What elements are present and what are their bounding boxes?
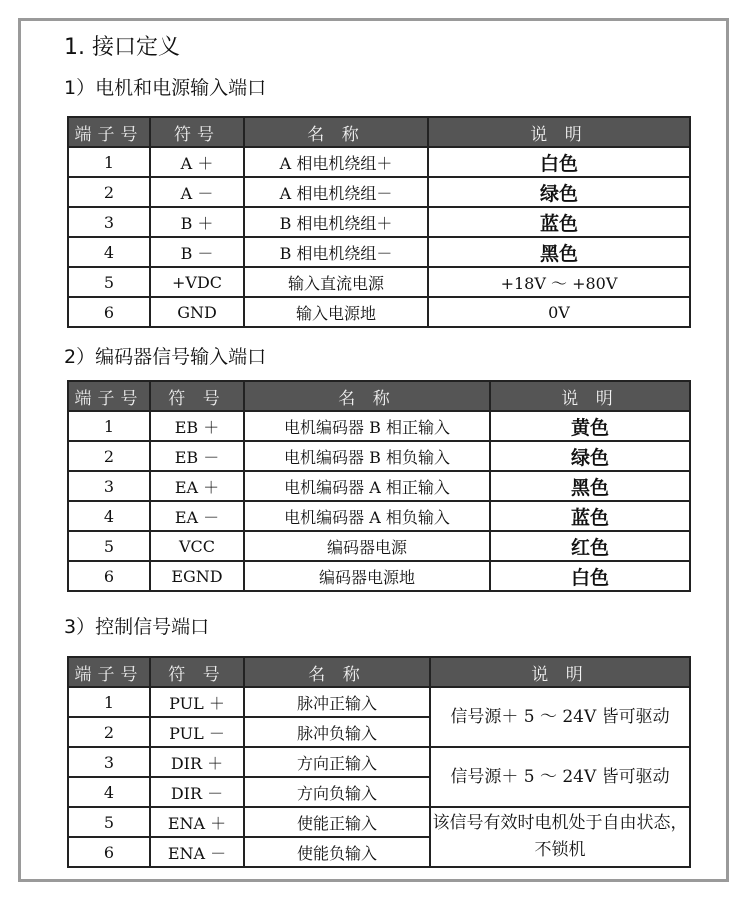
control-port-table — [67, 656, 691, 868]
table-row — [68, 561, 690, 591]
table-header-row — [68, 117, 690, 147]
description-cell: 信号源＋ 5 ～ 24V 皆可驱动 — [430, 687, 690, 747]
col-header-description: 说 明 — [430, 657, 690, 687]
symbol-cell: B － — [150, 237, 244, 267]
col-header-terminal: 端子号 — [68, 657, 150, 687]
name-cell: 编码器电源 — [244, 531, 490, 561]
table-row — [68, 687, 690, 717]
description-cell: 蓝色 — [490, 501, 690, 531]
description-cell: 黑色 — [428, 237, 690, 267]
description-cell: 白色 — [428, 147, 690, 177]
page-title: 1. 接口定义 — [64, 35, 180, 60]
terminal-cell: 1 — [68, 687, 150, 717]
power-port-table — [67, 116, 691, 328]
name-cell: A 相电机绕组－ — [244, 177, 428, 207]
terminal-cell: 2 — [68, 717, 150, 747]
table-row — [68, 807, 690, 837]
symbol-cell: EB ＋ — [150, 411, 244, 441]
section3-heading: 3）控制信号端口 — [64, 616, 210, 638]
terminal-cell: 6 — [68, 837, 150, 867]
table-row — [68, 237, 690, 267]
symbol-cell: DIR － — [150, 777, 244, 807]
col-header-terminal: 端子号 — [68, 117, 150, 147]
name-cell: 使能负输入 — [244, 837, 430, 867]
symbol-cell: EA － — [150, 501, 244, 531]
symbol-cell: VCC — [150, 531, 244, 561]
terminal-cell: 2 — [68, 177, 150, 207]
table-row — [68, 471, 690, 501]
terminal-cell: 3 — [68, 471, 150, 501]
section1-heading: 1）电机和电源输入端口 — [64, 77, 267, 99]
col-header-symbol: 符 号 — [150, 657, 244, 687]
symbol-cell: A － — [150, 177, 244, 207]
col-header-name: 名 称 — [244, 657, 430, 687]
symbol-cell: PUL ＋ — [150, 687, 244, 717]
terminal-cell: 4 — [68, 237, 150, 267]
terminal-cell: 5 — [68, 807, 150, 837]
terminal-cell: 4 — [68, 777, 150, 807]
terminal-cell: 2 — [68, 441, 150, 471]
encoder-port-table — [67, 380, 691, 592]
name-cell: 输入直流电源 — [244, 267, 428, 297]
symbol-cell: ENA ＋ — [150, 807, 244, 837]
terminal-cell: 1 — [68, 411, 150, 441]
table-row — [68, 411, 690, 441]
col-header-name: 名 称 — [244, 381, 490, 411]
symbol-cell: EB － — [150, 441, 244, 471]
description-cell: +18V ～ +80V — [428, 267, 690, 297]
symbol-cell: DIR ＋ — [150, 747, 244, 777]
table-row — [68, 207, 690, 237]
symbol-cell: +VDC — [150, 267, 244, 297]
terminal-cell: 4 — [68, 501, 150, 531]
table-header-row — [68, 381, 690, 411]
symbol-cell: B ＋ — [150, 207, 244, 237]
description-cell: 白色 — [490, 561, 690, 591]
symbol-cell: GND — [150, 297, 244, 327]
description-cell: 红色 — [490, 531, 690, 561]
col-header-terminal: 端子号 — [68, 381, 150, 411]
symbol-cell: EGND — [150, 561, 244, 591]
table-row — [68, 501, 690, 531]
symbol-cell: EA ＋ — [150, 471, 244, 501]
name-cell: 方向正输入 — [244, 747, 430, 777]
table-row — [68, 297, 690, 327]
name-cell: 输入电源地 — [244, 297, 428, 327]
table-row — [68, 531, 690, 561]
terminal-cell: 6 — [68, 297, 150, 327]
col-header-symbol: 符号 — [150, 117, 244, 147]
table-row — [68, 747, 690, 777]
symbol-cell: ENA － — [150, 837, 244, 867]
col-header-symbol: 符 号 — [150, 381, 244, 411]
description-cell: 绿色 — [428, 177, 690, 207]
col-header-name: 名 称 — [244, 117, 428, 147]
name-cell: A 相电机绕组＋ — [244, 147, 428, 177]
name-cell: 电机编码器 B 相正输入 — [244, 411, 490, 441]
description-cell: 信号源＋ 5 ～ 24V 皆可驱动 — [430, 747, 690, 807]
name-cell: 编码器电源地 — [244, 561, 490, 591]
name-cell: 电机编码器 B 相负输入 — [244, 441, 490, 471]
name-cell: 脉冲负输入 — [244, 717, 430, 747]
terminal-cell: 5 — [68, 531, 150, 561]
table-row — [68, 177, 690, 207]
name-cell: 电机编码器 A 相负输入 — [244, 501, 490, 531]
symbol-cell: PUL － — [150, 717, 244, 747]
name-cell: 使能正输入 — [244, 807, 430, 837]
table-row — [68, 267, 690, 297]
name-cell: B 相电机绕组－ — [244, 237, 428, 267]
terminal-cell: 1 — [68, 147, 150, 177]
description-cell: 黄色 — [490, 411, 690, 441]
col-header-description: 说 明 — [428, 117, 690, 147]
symbol-cell: A ＋ — [150, 147, 244, 177]
description-cell: 黑色 — [490, 471, 690, 501]
table-header-row — [68, 657, 690, 687]
section2-heading: 2）编码器信号输入端口 — [64, 346, 267, 368]
description-cell: 蓝色 — [428, 207, 690, 237]
terminal-cell: 3 — [68, 207, 150, 237]
description-cell: 该信号有效时电机处于自由状态，不锁机 — [430, 807, 690, 867]
name-cell: B 相电机绕组＋ — [244, 207, 428, 237]
table-row — [68, 441, 690, 471]
terminal-cell: 3 — [68, 747, 150, 777]
description-cell: 绿色 — [490, 441, 690, 471]
col-header-description: 说 明 — [490, 381, 690, 411]
table-row — [68, 147, 690, 177]
name-cell: 方向负输入 — [244, 777, 430, 807]
name-cell: 电机编码器 A 相正输入 — [244, 471, 490, 501]
terminal-cell: 6 — [68, 561, 150, 591]
terminal-cell: 5 — [68, 267, 150, 297]
description-cell: 0V — [428, 297, 690, 327]
name-cell: 脉冲正输入 — [244, 687, 430, 717]
